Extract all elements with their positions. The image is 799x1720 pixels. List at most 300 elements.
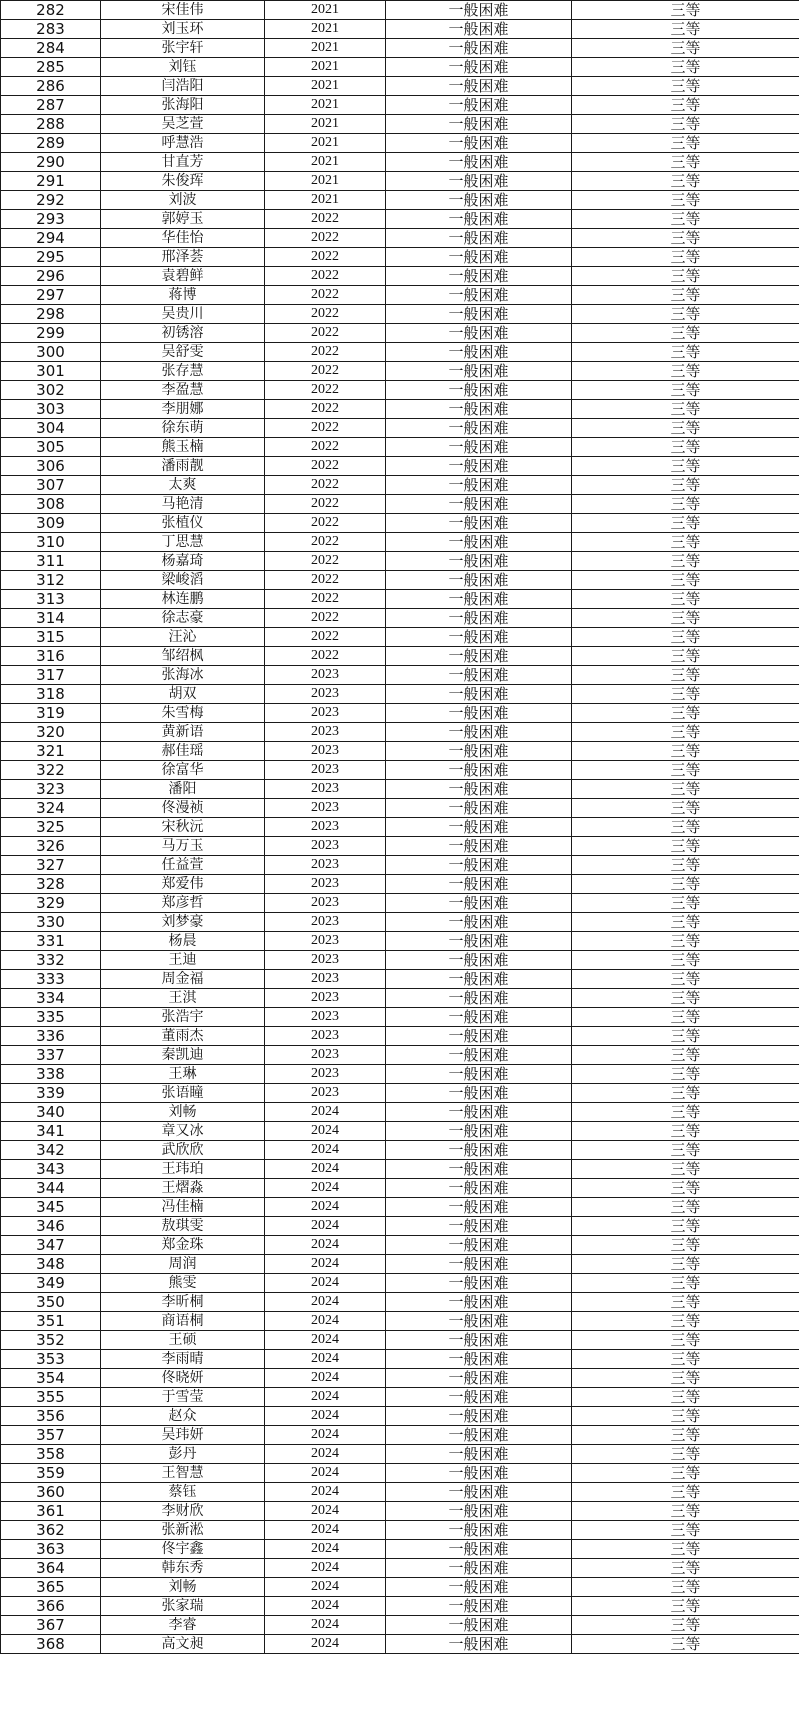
- difficulty-level-cell: 一般困难: [386, 172, 572, 191]
- aid-grade-cell: 三等: [572, 571, 799, 590]
- difficulty-level-cell: 一般困难: [386, 1236, 572, 1255]
- table-row: [1, 875, 799, 894]
- student-name-cell: 马艳清: [101, 495, 265, 514]
- aid-grade-cell: 三等: [572, 229, 799, 248]
- student-name-cell: 张宇轩: [101, 39, 265, 58]
- enrollment-year-cell: 2021: [265, 39, 386, 58]
- enrollment-year-cell: 2024: [265, 1122, 386, 1141]
- aid-grade-cell: 三等: [572, 685, 799, 704]
- difficulty-level-cell: 一般困难: [386, 58, 572, 77]
- difficulty-level-cell: 一般困难: [386, 894, 572, 913]
- table-row: [1, 172, 799, 191]
- table-row: [1, 400, 799, 419]
- aid-grade-cell: 三等: [572, 210, 799, 229]
- table-row: [1, 1103, 799, 1122]
- aid-grade-cell: 三等: [572, 1312, 799, 1331]
- table-row: [1, 1597, 799, 1616]
- difficulty-level-cell: 一般困难: [386, 1217, 572, 1236]
- difficulty-level-cell: 一般困难: [386, 932, 572, 951]
- serial-number-cell: 296: [1, 267, 101, 286]
- aid-grade-cell: 三等: [572, 1578, 799, 1597]
- enrollment-year-cell: 2023: [265, 704, 386, 723]
- enrollment-year-cell: 2022: [265, 438, 386, 457]
- aid-grade-cell: 三等: [572, 666, 799, 685]
- aid-grade-cell: 三等: [572, 1407, 799, 1426]
- student-name-cell: 朱俊珲: [101, 172, 265, 191]
- enrollment-year-cell: 2022: [265, 229, 386, 248]
- serial-number-cell: 305: [1, 438, 101, 457]
- aid-grade-cell: 三等: [572, 457, 799, 476]
- table-row: [1, 1065, 799, 1084]
- table-row: [1, 818, 799, 837]
- difficulty-level-cell: 一般困难: [386, 1065, 572, 1084]
- enrollment-year-cell: 2022: [265, 590, 386, 609]
- aid-grade-cell: 三等: [572, 590, 799, 609]
- serial-number-cell: 321: [1, 742, 101, 761]
- student-name-cell: 武欣欣: [101, 1141, 265, 1160]
- difficulty-level-cell: 一般困难: [386, 799, 572, 818]
- serial-number-cell: 320: [1, 723, 101, 742]
- table-row: [1, 1464, 799, 1483]
- enrollment-year-cell: 2024: [265, 1559, 386, 1578]
- serial-number-cell: 343: [1, 1160, 101, 1179]
- table-row: [1, 533, 799, 552]
- table-row: [1, 39, 799, 58]
- serial-number-cell: 354: [1, 1369, 101, 1388]
- aid-grade-cell: 三等: [572, 1616, 799, 1635]
- enrollment-year-cell: 2024: [265, 1426, 386, 1445]
- aid-grade-cell: 三等: [572, 1331, 799, 1350]
- table-row: [1, 1217, 799, 1236]
- table-row: [1, 1540, 799, 1559]
- aid-grade-cell: 三等: [572, 647, 799, 666]
- student-name-cell: 张语瞳: [101, 1084, 265, 1103]
- difficulty-level-cell: 一般困难: [386, 1312, 572, 1331]
- serial-number-cell: 310: [1, 533, 101, 552]
- serial-number-cell: 303: [1, 400, 101, 419]
- student-name-cell: 商语桐: [101, 1312, 265, 1331]
- student-name-cell: 王淇: [101, 989, 265, 1008]
- difficulty-level-cell: 一般困难: [386, 989, 572, 1008]
- table-body: [1, 1, 799, 1654]
- aid-grade-cell: 三等: [572, 856, 799, 875]
- enrollment-year-cell: 2023: [265, 1027, 386, 1046]
- difficulty-level-cell: 一般困难: [386, 837, 572, 856]
- serial-number-cell: 325: [1, 818, 101, 837]
- student-name-cell: 佟漫祯: [101, 799, 265, 818]
- difficulty-level-cell: 一般困难: [386, 590, 572, 609]
- serial-number-cell: 315: [1, 628, 101, 647]
- aid-grade-cell: 三等: [572, 1217, 799, 1236]
- difficulty-level-cell: 一般困难: [386, 134, 572, 153]
- serial-number-cell: 358: [1, 1445, 101, 1464]
- difficulty-level-cell: 一般困难: [386, 647, 572, 666]
- table-row: [1, 1483, 799, 1502]
- table-row: [1, 913, 799, 932]
- enrollment-year-cell: 2022: [265, 552, 386, 571]
- serial-number-cell: 287: [1, 96, 101, 115]
- aid-grade-cell: 三等: [572, 875, 799, 894]
- difficulty-level-cell: 一般困难: [386, 913, 572, 932]
- serial-number-cell: 348: [1, 1255, 101, 1274]
- serial-number-cell: 353: [1, 1350, 101, 1369]
- aid-grade-cell: 三等: [572, 400, 799, 419]
- aid-grade-cell: 三等: [572, 267, 799, 286]
- aid-grade-cell: 三等: [572, 932, 799, 951]
- difficulty-level-cell: 一般困难: [386, 305, 572, 324]
- table-row: [1, 1445, 799, 1464]
- difficulty-level-cell: 一般困难: [386, 210, 572, 229]
- student-name-cell: 张海冰: [101, 666, 265, 685]
- student-name-cell: 马万玉: [101, 837, 265, 856]
- serial-number-cell: 359: [1, 1464, 101, 1483]
- table-row: [1, 685, 799, 704]
- serial-number-cell: 351: [1, 1312, 101, 1331]
- serial-number-cell: 309: [1, 514, 101, 533]
- student-name-cell: 秦凯迪: [101, 1046, 265, 1065]
- table-row: [1, 951, 799, 970]
- serial-number-cell: 326: [1, 837, 101, 856]
- difficulty-level-cell: 一般困难: [386, 324, 572, 343]
- table-row: [1, 1616, 799, 1635]
- table-row: [1, 1198, 799, 1217]
- enrollment-year-cell: 2024: [265, 1540, 386, 1559]
- difficulty-level-cell: 一般困难: [386, 742, 572, 761]
- student-name-cell: 刘波: [101, 191, 265, 210]
- difficulty-level-cell: 一般困难: [386, 685, 572, 704]
- difficulty-level-cell: 一般困难: [386, 1331, 572, 1350]
- table-row: [1, 590, 799, 609]
- aid-grade-cell: 三等: [572, 1103, 799, 1122]
- student-name-cell: 敖琪雯: [101, 1217, 265, 1236]
- difficulty-level-cell: 一般困难: [386, 761, 572, 780]
- serial-number-cell: 324: [1, 799, 101, 818]
- difficulty-level-cell: 一般困难: [386, 1122, 572, 1141]
- aid-grade-cell: 三等: [572, 1502, 799, 1521]
- difficulty-level-cell: 一般困难: [386, 229, 572, 248]
- difficulty-level-cell: 一般困难: [386, 1255, 572, 1274]
- difficulty-level-cell: 一般困难: [386, 628, 572, 647]
- enrollment-year-cell: 2023: [265, 856, 386, 875]
- enrollment-year-cell: 2024: [265, 1293, 386, 1312]
- student-name-cell: 黄新语: [101, 723, 265, 742]
- serial-number-cell: 289: [1, 134, 101, 153]
- enrollment-year-cell: 2022: [265, 267, 386, 286]
- aid-grade-cell: 三等: [572, 1, 799, 20]
- student-name-cell: 熊玉楠: [101, 438, 265, 457]
- aid-grade-cell: 三等: [572, 96, 799, 115]
- difficulty-level-cell: 一般困难: [386, 1597, 572, 1616]
- difficulty-level-cell: 一般困难: [386, 1483, 572, 1502]
- table-row: [1, 1293, 799, 1312]
- difficulty-level-cell: 一般困难: [386, 1502, 572, 1521]
- difficulty-level-cell: 一般困难: [386, 362, 572, 381]
- enrollment-year-cell: 2023: [265, 894, 386, 913]
- difficulty-level-cell: 一般困难: [386, 571, 572, 590]
- aid-grade-cell: 三等: [572, 153, 799, 172]
- student-name-cell: 汪沁: [101, 628, 265, 647]
- difficulty-level-cell: 一般困难: [386, 1046, 572, 1065]
- enrollment-year-cell: 2022: [265, 248, 386, 267]
- aid-grade-cell: 三等: [572, 704, 799, 723]
- student-name-cell: 徐东萌: [101, 419, 265, 438]
- enrollment-year-cell: 2023: [265, 989, 386, 1008]
- student-name-cell: 宋佳伟: [101, 1, 265, 20]
- table-row: [1, 666, 799, 685]
- student-name-cell: 李朋娜: [101, 400, 265, 419]
- table-row: [1, 552, 799, 571]
- enrollment-year-cell: 2021: [265, 58, 386, 77]
- student-name-cell: 潘雨靓: [101, 457, 265, 476]
- table-row: [1, 1635, 799, 1654]
- student-name-cell: 张家瑞: [101, 1597, 265, 1616]
- serial-number-cell: 345: [1, 1198, 101, 1217]
- table-row: [1, 780, 799, 799]
- serial-number-cell: 304: [1, 419, 101, 438]
- enrollment-year-cell: 2023: [265, 932, 386, 951]
- student-name-cell: 刘玉环: [101, 20, 265, 39]
- aid-grade-cell: 三等: [572, 1369, 799, 1388]
- enrollment-year-cell: 2022: [265, 457, 386, 476]
- serial-number-cell: 360: [1, 1483, 101, 1502]
- student-name-cell: 李雨晴: [101, 1350, 265, 1369]
- aid-grade-cell: 三等: [572, 989, 799, 1008]
- aid-grade-cell: 三等: [572, 419, 799, 438]
- student-name-cell: 袁碧鲜: [101, 267, 265, 286]
- enrollment-year-cell: 2022: [265, 286, 386, 305]
- student-name-cell: 初锈溶: [101, 324, 265, 343]
- student-name-cell: 张新淞: [101, 1521, 265, 1540]
- enrollment-year-cell: 2024: [265, 1350, 386, 1369]
- aid-grade-cell: 三等: [572, 20, 799, 39]
- difficulty-level-cell: 一般困难: [386, 1388, 572, 1407]
- aid-grade-cell: 三等: [572, 1046, 799, 1065]
- difficulty-level-cell: 一般困难: [386, 1635, 572, 1654]
- aid-grade-cell: 三等: [572, 799, 799, 818]
- table-row: [1, 324, 799, 343]
- serial-number-cell: 344: [1, 1179, 101, 1198]
- table-row: [1, 1255, 799, 1274]
- table-row: [1, 1426, 799, 1445]
- aid-grade-cell: 三等: [572, 286, 799, 305]
- aid-grade-cell: 三等: [572, 1255, 799, 1274]
- aid-grade-cell: 三等: [572, 1293, 799, 1312]
- table-row: [1, 20, 799, 39]
- difficulty-level-cell: 一般困难: [386, 780, 572, 799]
- enrollment-year-cell: 2022: [265, 419, 386, 438]
- enrollment-year-cell: 2023: [265, 1084, 386, 1103]
- student-name-cell: 于雪莹: [101, 1388, 265, 1407]
- difficulty-level-cell: 一般困难: [386, 970, 572, 989]
- table-row: [1, 1388, 799, 1407]
- difficulty-level-cell: 一般困难: [386, 1008, 572, 1027]
- student-name-cell: 郑爱伟: [101, 875, 265, 894]
- aid-grade-cell: 三等: [572, 1426, 799, 1445]
- serial-number-cell: 284: [1, 39, 101, 58]
- enrollment-year-cell: 2023: [265, 875, 386, 894]
- table-row: [1, 267, 799, 286]
- enrollment-year-cell: 2021: [265, 153, 386, 172]
- aid-grade-cell: 三等: [572, 172, 799, 191]
- serial-number-cell: 316: [1, 647, 101, 666]
- table-row: [1, 932, 799, 951]
- table-row: [1, 856, 799, 875]
- student-name-cell: 林连鹏: [101, 590, 265, 609]
- table-row: [1, 837, 799, 856]
- student-name-cell: 胡双: [101, 685, 265, 704]
- serial-number-cell: 363: [1, 1540, 101, 1559]
- difficulty-level-cell: 一般困难: [386, 191, 572, 210]
- serial-number-cell: 311: [1, 552, 101, 571]
- difficulty-level-cell: 一般困难: [386, 1103, 572, 1122]
- student-name-cell: 吴贵川: [101, 305, 265, 324]
- table-row: [1, 1331, 799, 1350]
- enrollment-year-cell: 2024: [265, 1521, 386, 1540]
- aid-grade-cell: 三等: [572, 1445, 799, 1464]
- difficulty-level-cell: 一般困难: [386, 381, 572, 400]
- student-name-cell: 刘梦豪: [101, 913, 265, 932]
- aid-grade-cell: 三等: [572, 495, 799, 514]
- table-row: [1, 1046, 799, 1065]
- difficulty-level-cell: 一般困难: [386, 856, 572, 875]
- enrollment-year-cell: 2024: [265, 1274, 386, 1293]
- serial-number-cell: 317: [1, 666, 101, 685]
- table-row: [1, 1084, 799, 1103]
- serial-number-cell: 334: [1, 989, 101, 1008]
- student-name-cell: 张海阳: [101, 96, 265, 115]
- enrollment-year-cell: 2023: [265, 780, 386, 799]
- enrollment-year-cell: 2021: [265, 20, 386, 39]
- serial-number-cell: 283: [1, 20, 101, 39]
- table-row: [1, 457, 799, 476]
- table-row: [1, 1160, 799, 1179]
- enrollment-year-cell: 2024: [265, 1236, 386, 1255]
- aid-grade-cell: 三等: [572, 1179, 799, 1198]
- table-row: [1, 1179, 799, 1198]
- table-row: [1, 381, 799, 400]
- serial-number-cell: 290: [1, 153, 101, 172]
- aid-grade-cell: 三等: [572, 837, 799, 856]
- student-name-cell: 刘畅: [101, 1578, 265, 1597]
- student-name-cell: 宋秋沅: [101, 818, 265, 837]
- difficulty-level-cell: 一般困难: [386, 248, 572, 267]
- student-name-cell: 杨嘉琦: [101, 552, 265, 571]
- student-name-cell: 梁峻滔: [101, 571, 265, 590]
- table-row: [1, 1236, 799, 1255]
- difficulty-level-cell: 一般困难: [386, 96, 572, 115]
- serial-number-cell: 368: [1, 1635, 101, 1654]
- aid-grade-cell: 三等: [572, 305, 799, 324]
- aid-grade-cell: 三等: [572, 818, 799, 837]
- serial-number-cell: 299: [1, 324, 101, 343]
- enrollment-year-cell: 2023: [265, 818, 386, 837]
- aid-grade-cell: 三等: [572, 381, 799, 400]
- enrollment-year-cell: 2024: [265, 1407, 386, 1426]
- table-row: [1, 115, 799, 134]
- enrollment-year-cell: 2024: [265, 1312, 386, 1331]
- enrollment-year-cell: 2022: [265, 476, 386, 495]
- serial-number-cell: 341: [1, 1122, 101, 1141]
- difficulty-level-cell: 一般困难: [386, 1559, 572, 1578]
- table-row: [1, 647, 799, 666]
- aid-grade-cell: 三等: [572, 628, 799, 647]
- difficulty-level-cell: 一般困难: [386, 1, 572, 20]
- serial-number-cell: 342: [1, 1141, 101, 1160]
- serial-number-cell: 340: [1, 1103, 101, 1122]
- aid-grade-cell: 三等: [572, 533, 799, 552]
- serial-number-cell: 295: [1, 248, 101, 267]
- student-name-cell: 韩东秀: [101, 1559, 265, 1578]
- aid-grade-cell: 三等: [572, 1521, 799, 1540]
- enrollment-year-cell: 2022: [265, 362, 386, 381]
- enrollment-year-cell: 2023: [265, 970, 386, 989]
- serial-number-cell: 331: [1, 932, 101, 951]
- difficulty-level-cell: 一般困难: [386, 1293, 572, 1312]
- difficulty-level-cell: 一般困难: [386, 1350, 572, 1369]
- serial-number-cell: 367: [1, 1616, 101, 1635]
- table-row: [1, 1350, 799, 1369]
- serial-number-cell: 361: [1, 1502, 101, 1521]
- serial-number-cell: 337: [1, 1046, 101, 1065]
- difficulty-level-cell: 一般困难: [386, 419, 572, 438]
- enrollment-year-cell: 2024: [265, 1388, 386, 1407]
- difficulty-level-cell: 一般困难: [386, 1578, 572, 1597]
- student-name-cell: 熊雯: [101, 1274, 265, 1293]
- table-row: [1, 1274, 799, 1293]
- enrollment-year-cell: 2024: [265, 1578, 386, 1597]
- aid-grade-cell: 三等: [572, 1388, 799, 1407]
- difficulty-level-cell: 一般困难: [386, 267, 572, 286]
- table-row: [1, 1141, 799, 1160]
- difficulty-level-cell: 一般困难: [386, 1274, 572, 1293]
- difficulty-level-cell: 一般困难: [386, 704, 572, 723]
- table-row: [1, 1369, 799, 1388]
- aid-grade-cell: 三等: [572, 191, 799, 210]
- enrollment-year-cell: 2023: [265, 1046, 386, 1065]
- table-row: [1, 761, 799, 780]
- table-row: [1, 514, 799, 533]
- student-name-cell: 李盈慧: [101, 381, 265, 400]
- serial-number-cell: 294: [1, 229, 101, 248]
- difficulty-level-cell: 一般困难: [386, 1445, 572, 1464]
- enrollment-year-cell: 2023: [265, 666, 386, 685]
- difficulty-level-cell: 一般困难: [386, 875, 572, 894]
- difficulty-level-cell: 一般困难: [386, 818, 572, 837]
- enrollment-year-cell: 2024: [265, 1635, 386, 1654]
- serial-number-cell: 349: [1, 1274, 101, 1293]
- difficulty-level-cell: 一般困难: [386, 1179, 572, 1198]
- student-name-cell: 郝佳瑶: [101, 742, 265, 761]
- enrollment-year-cell: 2021: [265, 134, 386, 153]
- serial-number-cell: 285: [1, 58, 101, 77]
- enrollment-year-cell: 2023: [265, 723, 386, 742]
- enrollment-year-cell: 2024: [265, 1160, 386, 1179]
- aid-grade-cell: 三等: [572, 951, 799, 970]
- student-name-cell: 华佳怡: [101, 229, 265, 248]
- aid-grade-cell: 三等: [572, 1274, 799, 1293]
- student-name-cell: 李昕桐: [101, 1293, 265, 1312]
- student-name-cell: 佟宇鑫: [101, 1540, 265, 1559]
- aid-grade-cell: 三等: [572, 77, 799, 96]
- student-name-cell: 蔡钰: [101, 1483, 265, 1502]
- table-row: [1, 723, 799, 742]
- difficulty-level-cell: 一般困难: [386, 438, 572, 457]
- table-row: [1, 894, 799, 913]
- table-row: [1, 989, 799, 1008]
- table-row: [1, 1578, 799, 1597]
- enrollment-year-cell: 2024: [265, 1369, 386, 1388]
- difficulty-level-cell: 一般困难: [386, 514, 572, 533]
